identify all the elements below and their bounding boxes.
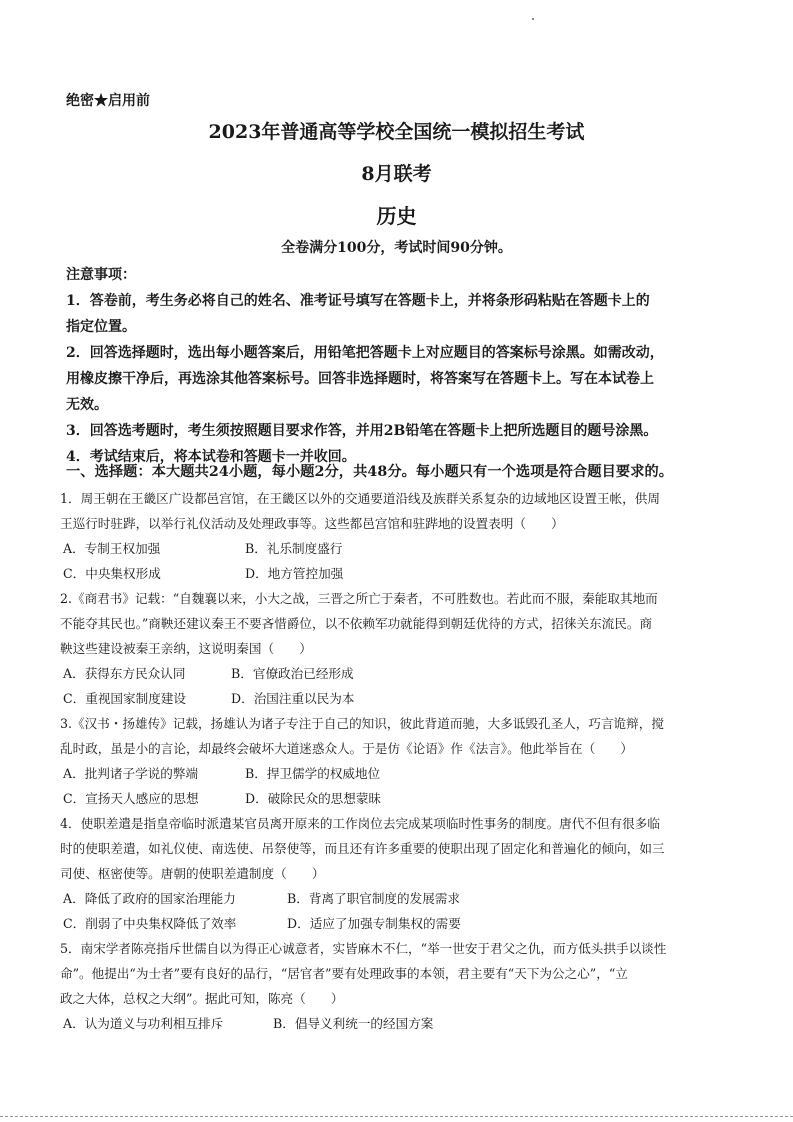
option-a: A．专制王权加强 xyxy=(63,541,161,556)
notes-line: 4．考试结束后，将本试卷和答题卡一并收回。 xyxy=(66,449,356,465)
question-line: 4．使职差遣是指皇帝临时派遣某官员离开原来的工作岗位去完成某项临时性事务的制度。唐代不但有很多临 xyxy=(60,816,660,831)
notes-line: 3．回答选考题时，考生须按照题目要求作答，并用2B铅笔在答题卡上把所选题目的题号涂黑。 xyxy=(66,423,658,439)
question-1-stem xyxy=(60,486,750,536)
subject-title: 历史 xyxy=(376,204,417,228)
notes-block xyxy=(66,262,766,470)
question-3-stem xyxy=(60,711,750,761)
confidential-label: 绝密★启用前 xyxy=(66,93,150,109)
question-4-stem xyxy=(60,811,750,886)
score-info: 全卷满分100分，考试时间90分钟。 xyxy=(281,240,512,256)
question-4-options xyxy=(63,886,461,936)
question-line: 2.《商君书》记载：“自魏襄以来，小大之战，三晋之所亡于秦者，不可胜数也。若此而不服，秦能取其地而 xyxy=(60,591,658,606)
option-a: A．认为道义与功利相互排斥 xyxy=(63,1016,224,1031)
option-c: C．宣扬天人感应的思想 xyxy=(63,791,199,806)
notes-line: 无效。 xyxy=(66,397,108,413)
question-line: 不能夺其民也。”商鞅还建议秦王不要吝惜爵位，以不依赖军功就能得到朝廷优待的方式，招徕关东流民。商 xyxy=(60,616,653,631)
option-c: C．重视国家制度建设 xyxy=(63,691,186,706)
section-title: 一、选择题：本大题共24小题，每小题2分，共48分。每小题只有一个选项是符合题目要求的。 xyxy=(66,464,674,480)
question-line: 1．周王朝在王畿区广设都邑宫馆，在王畿区以外的交通要道沿线及族群关系复杂的边域地区设置王帐，供周 xyxy=(60,491,660,506)
option-b: B．背离了职官制度的发展需求 xyxy=(287,891,460,906)
option-b: B．官僚政治已经形成 xyxy=(231,666,354,681)
page-bottom-divider xyxy=(0,1116,793,1117)
question-line: 时的使职差遣，如礼仪使、南选使、吊祭使等，而且还有许多重要的使职出现了固定化和普遍化的倾向，如三 xyxy=(60,841,665,856)
question-line: 命”。他提出“为士者”要有良好的品行，“居官者”要有处理政事的本领，君主要有“天下为公之心”，“立 xyxy=(60,966,628,981)
question-5-options xyxy=(63,1011,433,1036)
option-b: B．倡导义利统一的经国方案 xyxy=(273,1016,434,1031)
question-2-stem xyxy=(60,586,750,661)
option-d: D．治国注重以民为本 xyxy=(231,691,355,706)
option-a: A．获得东方民众认同 xyxy=(63,666,186,681)
question-line: 5．南宋学者陈亮指斥世儒自以为得正心诚意者，实皆麻木不仁，“举一世安于君父之仇，而方低头拱手以谈性 xyxy=(60,941,667,956)
question-line: 政之大体，总权之大纲”。据此可知，陈亮（ ） xyxy=(60,991,344,1006)
question-line: 王巡行时驻跸，以举行礼仪活动及处理政事等。这些都邑宫馆和驻跸地的设置表明（ ） xyxy=(60,516,564,531)
option-d: D．破除民众的思想蒙昧 xyxy=(245,791,382,806)
notes-line: 指定位置。 xyxy=(66,319,136,335)
option-a: A．降低了政府的国家治理能力 xyxy=(63,891,236,906)
exam-title: 2023年普通高等学校全国统一模拟招生考试 xyxy=(208,121,585,143)
scan-dot xyxy=(532,18,534,20)
notes-heading: 注意事项： xyxy=(66,267,136,283)
question-line: 乱时政，虽是小的言论，却最终会破坏大道迷惑众人。于是仿《论语》作《法言》。他此举旨在（ ） xyxy=(60,741,634,756)
question-3-options xyxy=(63,761,381,811)
question-line: 司使、枢密使等。唐朝的使职差遣制度（ ） xyxy=(60,866,325,881)
notes-line: 1．答卷前，考生务必将自己的姓名、准考证号填写在答题卡上，并将条形码粘贴在答题卡上的 xyxy=(66,293,650,309)
notes-line: 2．回答选择题时，选出每小题答案后，用铅笔把答题卡上对应题目的答案标号涂黑。如需改动， xyxy=(66,345,664,361)
option-b: B．捍卫儒学的权威地位 xyxy=(245,766,381,781)
option-c: C．中央集权形成 xyxy=(63,566,161,581)
exam-subtitle: 8月联考 xyxy=(361,163,432,185)
option-d: D．适应了加强专制集权的需要 xyxy=(287,916,461,931)
option-c: C．削弱了中央集权降低了效率 xyxy=(63,916,237,931)
option-b: B．礼乐制度盛行 xyxy=(245,541,343,556)
question-2-options xyxy=(63,661,354,711)
question-line: 3.《汉书・扬雄传》记载，扬雄认为诸子专注于自己的知识，彼此背道而驰，大多诋毁孔圣人，巧言诡辩，搅 xyxy=(60,716,664,731)
option-a: A．批判诸子学说的弊端 xyxy=(63,766,199,781)
notes-line: 用橡皮擦干净后，再选涂其他答案标号。回答非选择题时，将答案写在答题卡上。写在本试卷上 xyxy=(66,371,654,387)
question-5-stem xyxy=(60,936,750,1011)
question-1-options xyxy=(63,536,343,586)
option-d: D．地方管控加强 xyxy=(245,566,344,581)
question-line: 鞅这些建设被秦王亲纳，这说明秦国（ ） xyxy=(60,641,312,656)
